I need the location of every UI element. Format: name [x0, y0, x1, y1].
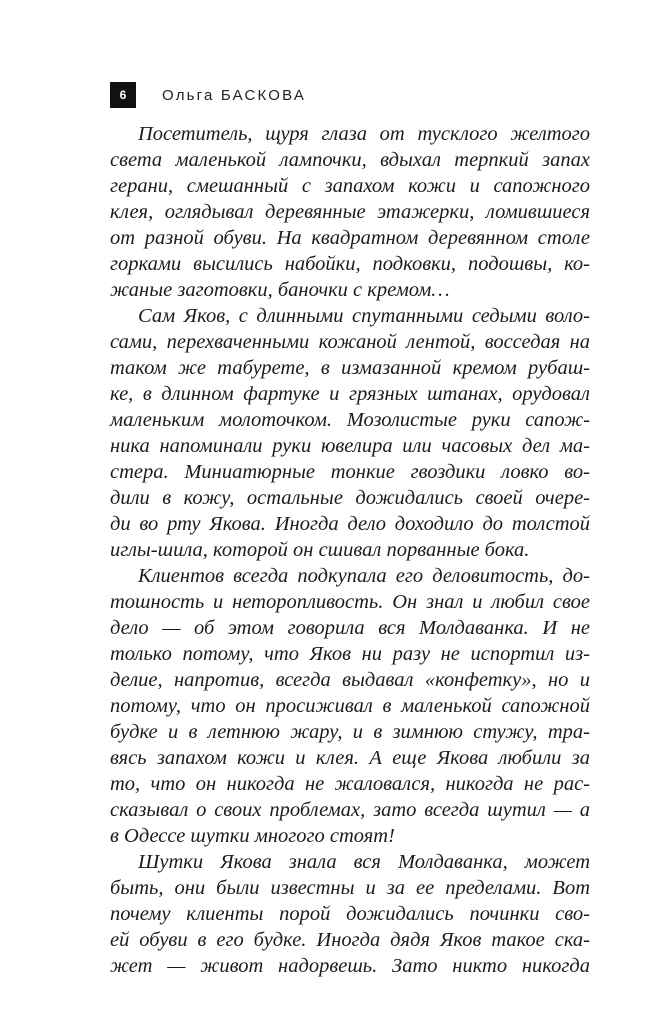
text-line: Шутки Якова знала вся Молдаванка, может: [138, 851, 590, 873]
text-line: Сам Яков, с длинными спутанными седыми воло-: [138, 305, 590, 327]
text-line: ей обуви в его будке. Иногда дядя Яков такое ска-: [110, 929, 590, 951]
text-line: таком же табурете, в измазанной кремом рубаш-: [110, 357, 590, 379]
text-line: быть, они были известны и за ее пределами. Вот: [110, 877, 590, 899]
text-line: герани, смешанный с запахом кожи и сапожного: [110, 175, 590, 197]
text-line: жет — живот надорвешь. Зато никто никогда: [110, 955, 590, 977]
text-line: клея, оглядывал деревянные этажерки, ломившиеся: [110, 201, 590, 223]
text-line: Посетитель, щуря глаза от тусклого желтого: [138, 123, 590, 145]
text-line: только потому, что Яков ни разу не испортил из-: [110, 643, 590, 665]
running-head: Ольга БАСКОВА: [162, 86, 307, 104]
text-line: света маленькой лампочки, вдыхал терпкий запах: [110, 149, 590, 171]
text-line: тошность и неторопливость. Он знал и любил свое: [110, 591, 590, 613]
text-line: маленьким молоточком. Мозолистые руки сапож-: [110, 409, 590, 431]
text-line: от разной обуви. На квадратном деревянном столе: [110, 227, 590, 249]
text-line: вясь запахом кожи и клея. А еще Якова любили за: [110, 747, 590, 769]
text-line: жаные заготовки, баночки с кремом…: [110, 279, 450, 301]
text-line: ника напоминали руки ювелира или часовых дел ма-: [110, 435, 590, 457]
text-line: сказывал о своих проблемах, зато всегда шутил — а: [110, 799, 590, 821]
text-line: то, что он никогда не жаловался, никогда не рас-: [110, 773, 590, 795]
text-line: ке, в длинном фартуке и грязных штанах, орудовал: [110, 383, 590, 405]
text-line: сами, перехваченными кожаной лентой, восседая на: [110, 331, 590, 353]
text-line: в Одессе шутки многого стоят!: [110, 825, 395, 847]
text-line: будке и в летнюю жару, и в зимнюю стужу, тра-: [110, 721, 590, 743]
page-number: 6: [110, 82, 136, 108]
text-line: дили в кожу, остальные дожидались своей очере-: [110, 487, 590, 509]
text-line: Клиентов всегда подкупала его деловитость, до-: [138, 565, 590, 587]
page-header: [110, 82, 306, 108]
text-line: иглы-шила, которой он сшивал порванные бока.: [110, 539, 530, 561]
text-line: делие, напротив, всегда выдавал «конфетку», но и: [110, 669, 590, 691]
text-line: дело — об этом говорила вся Молдаванка. И не: [110, 617, 590, 639]
body-text: [110, 121, 590, 979]
text-line: ди во рту Якова. Иногда дело доходило до толстой: [110, 513, 590, 535]
text-line: почему клиенты порой дожидались починки сво-: [110, 903, 590, 925]
text-line: потому, что он просиживал в маленькой сапожной: [110, 695, 590, 717]
text-line: стера. Миниатюрные тонкие гвоздики ловко во-: [110, 461, 590, 483]
text-line: горками высились набойки, подковки, подошвы, ко-: [110, 253, 590, 275]
